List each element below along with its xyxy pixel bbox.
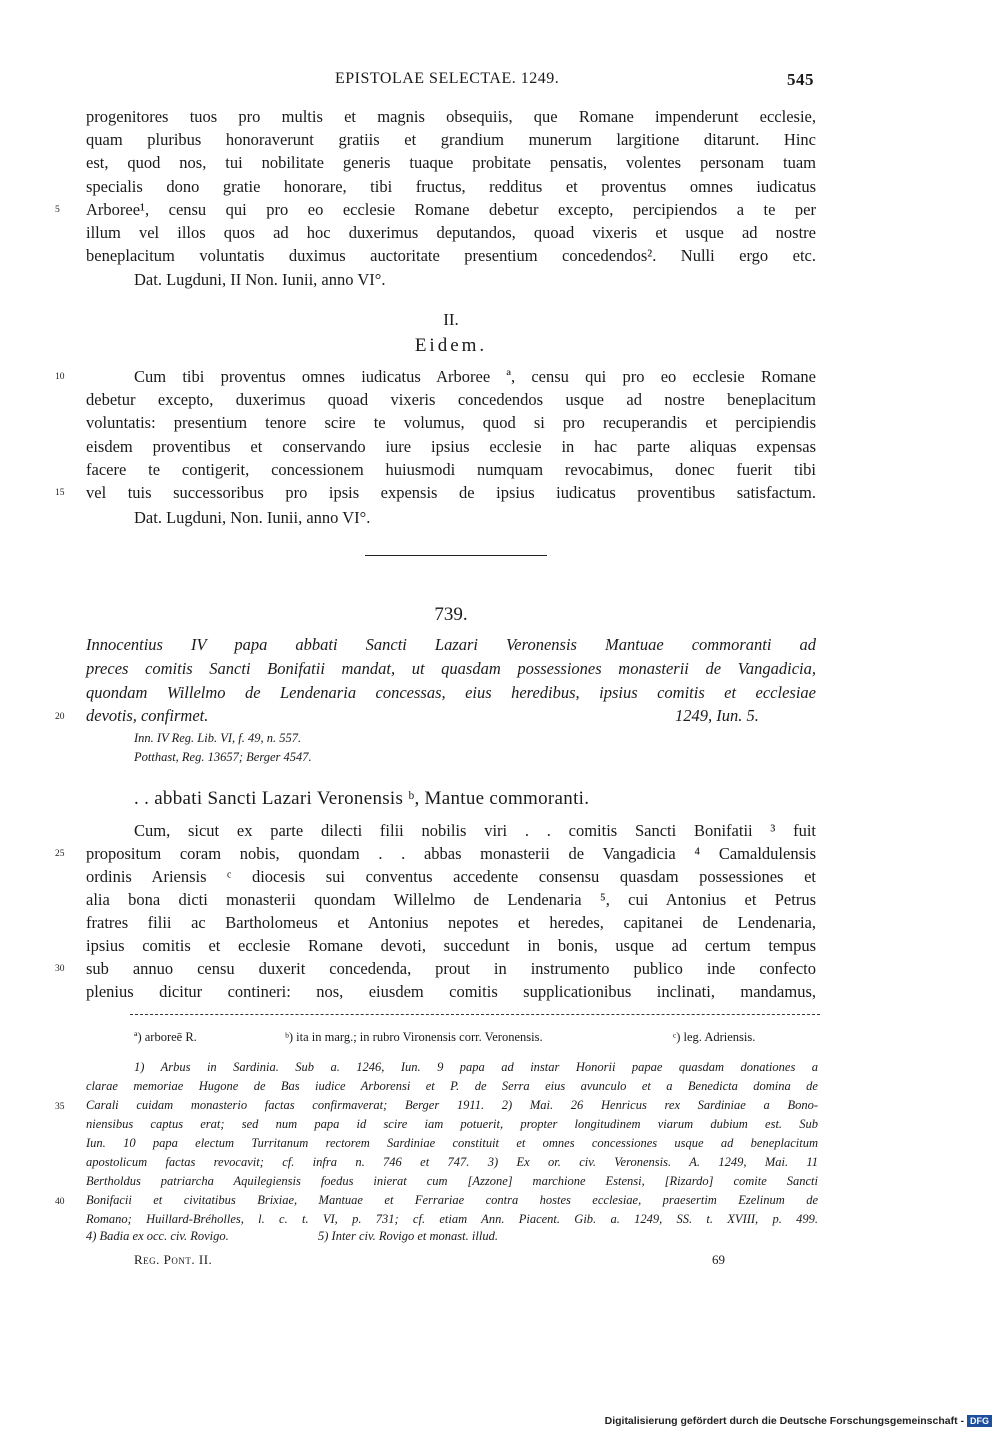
text-line: eisdem proventibus et conservando iure ipsius ecclesie in hac parte aliquas expensas bbox=[86, 437, 816, 456]
text-line: beneplacitum voluntatis duximus auctoritate presentium concedendos². Nulli ergo etc. bbox=[86, 246, 816, 265]
regest-line: quondam Willelmo de Lendenaria concessas, eius heredibus, ipsius comitis et ecclesiae bbox=[86, 683, 816, 702]
source-citation: Inn. IV Reg. Lib. VI, f. 49, n. 557. bbox=[134, 731, 302, 745]
credit-text: Digitalisierung gefördert durch die Deutsche Forschungsgemeinschaft - bbox=[604, 1415, 964, 1427]
document-number: 739. bbox=[434, 604, 468, 625]
footnote-line: apostolicum factas revocavit; cf. infra n. 746 et 747. 3) Ex or. civ. Veronensis. A. 1249, Mai. 11 bbox=[86, 1155, 818, 1169]
text-line: debetur excepto, duxerimus quoad vixeris concedendos usque ad nostre beneplacitum bbox=[86, 390, 816, 409]
footnote-line: 1) Arbus in Sardinia. Sub a. 1246, Iun. 9 papa ad instar Honorii papae quasdam donationes a bbox=[134, 1060, 818, 1074]
line-number: 20 bbox=[55, 712, 65, 722]
text-line: voluntatis: presentium tenore scire te volumus, quod si pro recuperandis et percipiendis bbox=[86, 413, 816, 432]
text-line: specialis dono gratie honorare, tibi fructus, redditus et proventus omnes iudicatus bbox=[86, 177, 816, 196]
text-line: propositum coram nobis, quondam . . abbas monasterii de Vangadicia ⁴ Camaldulensis bbox=[86, 844, 816, 863]
line-number: 35 bbox=[55, 1102, 65, 1112]
line-number: 25 bbox=[55, 849, 65, 859]
text-line: Arboree¹, censu qui pro eo ecclesie Romane debetur excepto, percipiendos a te per bbox=[86, 200, 816, 219]
text-line: plenius dicitur contineri: nos, eiusdem comitis supplicationibus inclinati, mandamus, bbox=[86, 982, 816, 1001]
footnote-line: Romano; Huillard-Bréholles, l. c. t. VI, p. 731; cf. etiam Ann. Piacent. Gib. a. 1249, SS. t. XVIII, p. 499. bbox=[86, 1212, 818, 1226]
sheet-number: 69 bbox=[712, 1252, 725, 1267]
line-number: 40 bbox=[55, 1197, 65, 1207]
apparatus-separator bbox=[130, 1014, 820, 1015]
section-heading: Eidem. bbox=[414, 335, 488, 356]
text-line: quam pluribus honoraverunt gratiis et grandium munerum largitione ditarunt. Hinc bbox=[86, 130, 816, 149]
text-line: ordinis Ariensis ᶜ diocesis sui conventus accedente consensu quasdam possessiones et bbox=[86, 867, 816, 886]
textual-note: ª) arboreē R. bbox=[134, 1030, 197, 1044]
running-title: EPISTOLAE SELECTAE. 1249. bbox=[335, 70, 560, 87]
footnote-line: niensibus captus erat; sed num papa id scire iam potuerit, propter longitudinem viarum dubium est. Sub bbox=[86, 1117, 818, 1131]
text-line: ipsius comitis et ecclesie Romane devoti, succedunt in bonis, usque ad certum tempus bbox=[86, 936, 816, 955]
footnote-line: clarae memoriae Hugone de Bas iudice Arborensi et P. de Serra eius avunculo et a Benedicta domina de bbox=[86, 1079, 818, 1093]
section-numeral: II. bbox=[443, 310, 459, 329]
address-line: . . abbati Sancti Lazari Veronensis ᵇ, Mantue commoranti. bbox=[134, 788, 590, 809]
footnote-line: Iun. 10 papa electum Turritanum rectorem Sardiniae constituit et omnes concessiones usque ad beneplacitum bbox=[86, 1136, 818, 1150]
footnote-line: 5) Inter civ. Rovigo et monast. illud. bbox=[318, 1229, 498, 1243]
regest-line: preces comitis Sancti Bonifatii mandat, ut quasdam possessiones monasterii de Vangadicia, bbox=[86, 659, 816, 678]
document-date: 1249, Iun. 5. bbox=[675, 706, 759, 725]
text-line: Cum tibi proventus omnes iudicatus Arboree ª, censu qui pro eo ecclesie Romane bbox=[134, 367, 816, 386]
regest-line: Innocentius IV papa abbati Sancti Lazari Veronensis Mantuae commoranti ad bbox=[86, 635, 816, 654]
text-line: alia bona dicti monasterii quondam Willelmo de Lendenaria ⁵, cui Antonius et Petrus bbox=[86, 890, 816, 909]
line-number: 15 bbox=[55, 488, 65, 498]
line-number: 30 bbox=[55, 964, 65, 974]
line-number: 5 bbox=[55, 205, 60, 215]
footnote-line: Bertholdus patriarcha Aquilegiensis foedus inierat cum [Azzone] marchione Estensi, [Rizardo] comite Sancti bbox=[86, 1174, 818, 1188]
text-line: illum vel illos quos ad hoc duxerimus deputandos, quoad vixeris et usque ad nostre bbox=[86, 223, 816, 242]
dating-clause: Dat. Lugduni, Non. Iunii, anno VI°. bbox=[134, 508, 371, 527]
text-line: vel tuis successoribus pro ipsis expensis de ipsius iudicatus proventibus satisfactum. bbox=[86, 483, 816, 502]
page-number: 545 bbox=[787, 70, 814, 89]
text-line: Cum, sicut ex parte dilecti filii nobilis viri . . comitis Sancti Bonifatii ³ fuit bbox=[134, 821, 816, 840]
section-divider bbox=[365, 555, 547, 556]
text-line: progenitores tuos pro multis et magnis obsequiis, que Romane impenderunt ecclesie, bbox=[86, 107, 816, 126]
text-line: fratres filii ac Bartholomeus et Antonius nepotes et heredes, capitanei de Lendenaria, bbox=[86, 913, 816, 932]
text-line: facere te contigerit, concessionem huiusmodi numquam revocabimus, donec fuerit tibi bbox=[86, 460, 816, 479]
signature-mark: Reg. Pont. II. bbox=[134, 1252, 213, 1267]
textual-note: ᵇ) ita in marg.; in rubro Vironensis corr. Veronensis. bbox=[285, 1030, 543, 1044]
textual-note: ᶜ) leg. Adriensis. bbox=[673, 1030, 756, 1044]
footnote-line: 4) Badia ex occ. civ. Rovigo. bbox=[86, 1229, 229, 1243]
text-line: sub annuo censu duxerit concedenda, prout in instrumento publico inde confecto bbox=[86, 959, 816, 978]
digitization-credit bbox=[605, 1415, 992, 1427]
text-line: est, quod nos, tui nobilitate generis tuaque probitate pensatis, volentes personam tuam bbox=[86, 153, 816, 172]
source-citation: Potthast, Reg. 13657; Berger 4547. bbox=[134, 750, 312, 764]
dating-clause: Dat. Lugduni, II Non. Iunii, anno VI°. bbox=[134, 270, 386, 289]
footnote-line: Carali cuidam monasterio factas confirmaverat; Berger 1911. 2) Mai. 26 Henricus rex Sardiniae a Bono- bbox=[86, 1098, 818, 1112]
line-number: 10 bbox=[55, 372, 65, 382]
footnote-line: Bonifacii et civitatibus Brixiae, Mantuae et Ferrariae contra hostes ecclesiae, praesertim Ezelinum de bbox=[86, 1193, 818, 1207]
regest-line: devotis, confirmet. bbox=[86, 706, 209, 725]
dfg-logo: DFG bbox=[967, 1415, 992, 1427]
